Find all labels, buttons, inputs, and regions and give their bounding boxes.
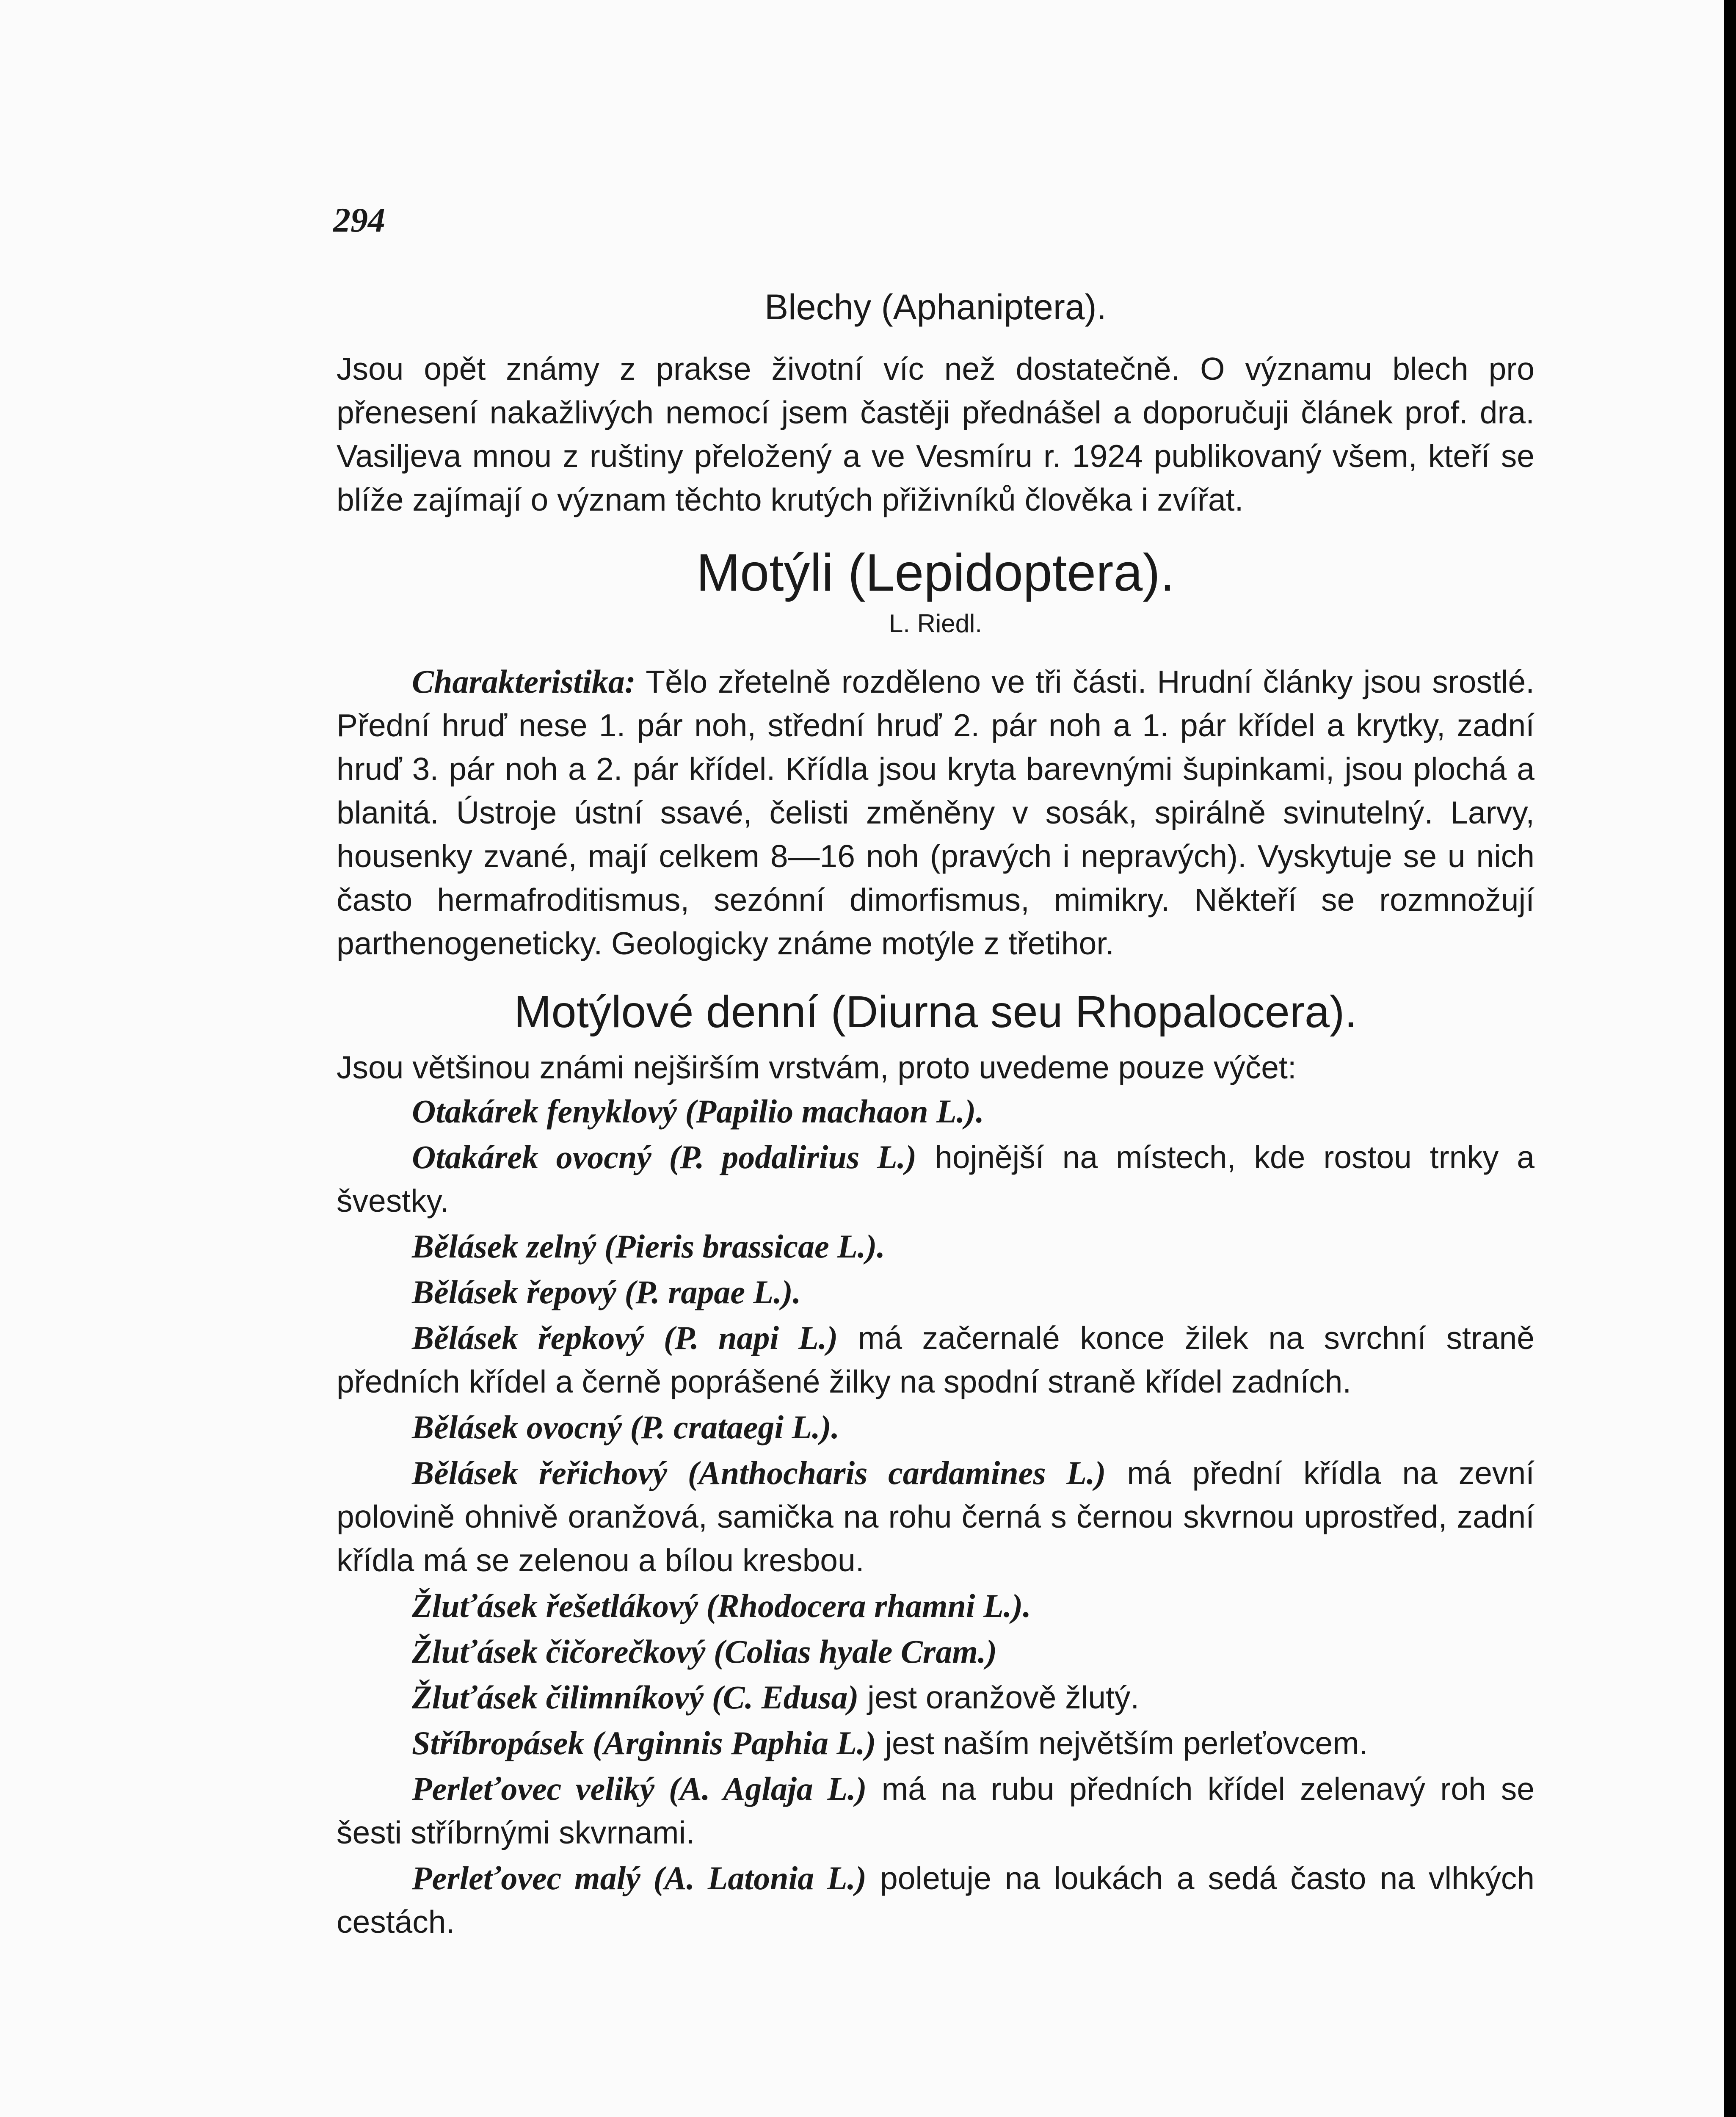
species-entry xyxy=(337,1451,1535,1582)
species-entry xyxy=(337,1224,1535,1269)
page-content xyxy=(333,199,1535,1944)
species-name: Perleťovec malý (A. Latonia L.) xyxy=(412,1860,867,1896)
species-name: Bělásek zelný (Pieris brassicae L.). xyxy=(412,1228,885,1265)
species-entry xyxy=(337,1675,1535,1719)
charakteristika-label: Charakteristika: xyxy=(412,663,636,700)
species-entry xyxy=(337,1316,1535,1404)
species-name: Otakárek fenyklový (Papilio machaon L.). xyxy=(412,1093,984,1130)
species-name: Bělásek řeřichový (Anthocharis cardamines L.) xyxy=(412,1454,1106,1491)
species-name: Bělásek ovocný (P. crataegi L.). xyxy=(412,1409,840,1445)
species-name: Bělásek řepový (P. rapae L.). xyxy=(412,1274,801,1310)
species-entry xyxy=(337,1089,1535,1133)
species-entry xyxy=(337,1584,1535,1628)
species-name: Perleťovec veliký (A. Aglaja L.) xyxy=(412,1770,867,1807)
species-name: Bělásek řepkový (P. napi L.) xyxy=(412,1319,838,1356)
species-name: Žluťásek řešetlákový (Rhodocera rhamni L.). xyxy=(412,1587,1031,1624)
species-note: hojnější na místech, kde rostou trnky a švestky. xyxy=(337,1139,1535,1219)
section-heading-blechy: Blechy (Aphaniptera). xyxy=(765,287,1107,327)
species-entry xyxy=(337,1135,1535,1223)
species-note: poletuje na loukách a sedá často na vlhkých cestách. xyxy=(337,1860,1535,1940)
author-line: L. Riedl. xyxy=(889,609,983,638)
paragraph-charakteristika xyxy=(337,660,1535,965)
species-note: jest oranžově žlutý. xyxy=(858,1680,1140,1715)
paragraph-denni-intro: Jsou většinou známi nejširším vrstvám, proto uvedeme pouze výčet: xyxy=(337,1050,1297,1085)
charakteristika-text: Tělo zřetelně rozděleno ve tři části. Hrudní články jsou srostlé. Přední hruď nese 1. pár noh, střední hruď 2. pár noh a 1. pár křídel a krytky, zadní hruď 3. pár noh a 2. pár křídel. Křídla jsou kryta barevnými šupinkami, jsou plochá a blanitá. Ústroje ústní ssavé, čelisti změněny v sosák, spirálně svinutelný. Larvy, housenky zvané, mají celkem 8—16 noh (pravých i nepravých). Vyskytuje se u nich často hermafroditismus, sezónní dimorfismus, mimikry. Někteří se rozmnožují parthenogeneticky. Geologicky známe motýle z třetihor. xyxy=(337,664,1535,961)
species-entry xyxy=(337,1767,1535,1854)
species-name: Otakárek ovocný (P. podalirius L.) xyxy=(412,1139,917,1175)
species-name: Stříbropásek (Arginnis Paphia L.) xyxy=(412,1725,876,1761)
section-heading-denni: Motýlové denní (Diurna seu Rhopalocera). xyxy=(514,987,1357,1037)
paragraph-blechy: Jsou opět známy z prakse životní víc než dostatečně. O významu blech pro přenesení nakažlivých nemocí jsem častěji přednášel a doporučuji článek prof. dra. Vasiljeva mnou z ruštiny přeložený a ve Vesmíru r. 1924 publikovaný všem, kteří se blíže zajímají o význam těchto krutých přiživníků člověka i zvířat. xyxy=(337,351,1535,517)
section-heading-motyli: Motýli (Lepidoptera). xyxy=(696,544,1175,602)
species-name: Žluťásek čičorečkový (Colias hyale Cram.) xyxy=(412,1633,997,1670)
page-number: 294 xyxy=(333,201,385,239)
species-entry xyxy=(337,1856,1535,1944)
species-note: má přední křídla na zevní polovině ohnivě oranžová, samička na rohu černá s černou skvrnou uprostřed, zadní křídla má se zelenou a bílou kresbou. xyxy=(337,1455,1535,1578)
species-entry xyxy=(337,1405,1535,1449)
species-entry xyxy=(337,1270,1535,1314)
species-note: má začernalé konce žilek na svrchní straně předních křídel a černě poprášené žilky na spodní straně křídel zadních. xyxy=(337,1320,1535,1399)
species-entry xyxy=(337,1630,1535,1674)
species-note: jest naším největším perleťovcem. xyxy=(876,1725,1368,1761)
species-name: Žluťásek čilimníkový (C. Edusa) xyxy=(412,1679,859,1716)
species-note: má na rubu předních křídel zelenavý roh se šesti stříbrnými skvrnami. xyxy=(337,1771,1535,1850)
species-entry xyxy=(337,1721,1535,1765)
